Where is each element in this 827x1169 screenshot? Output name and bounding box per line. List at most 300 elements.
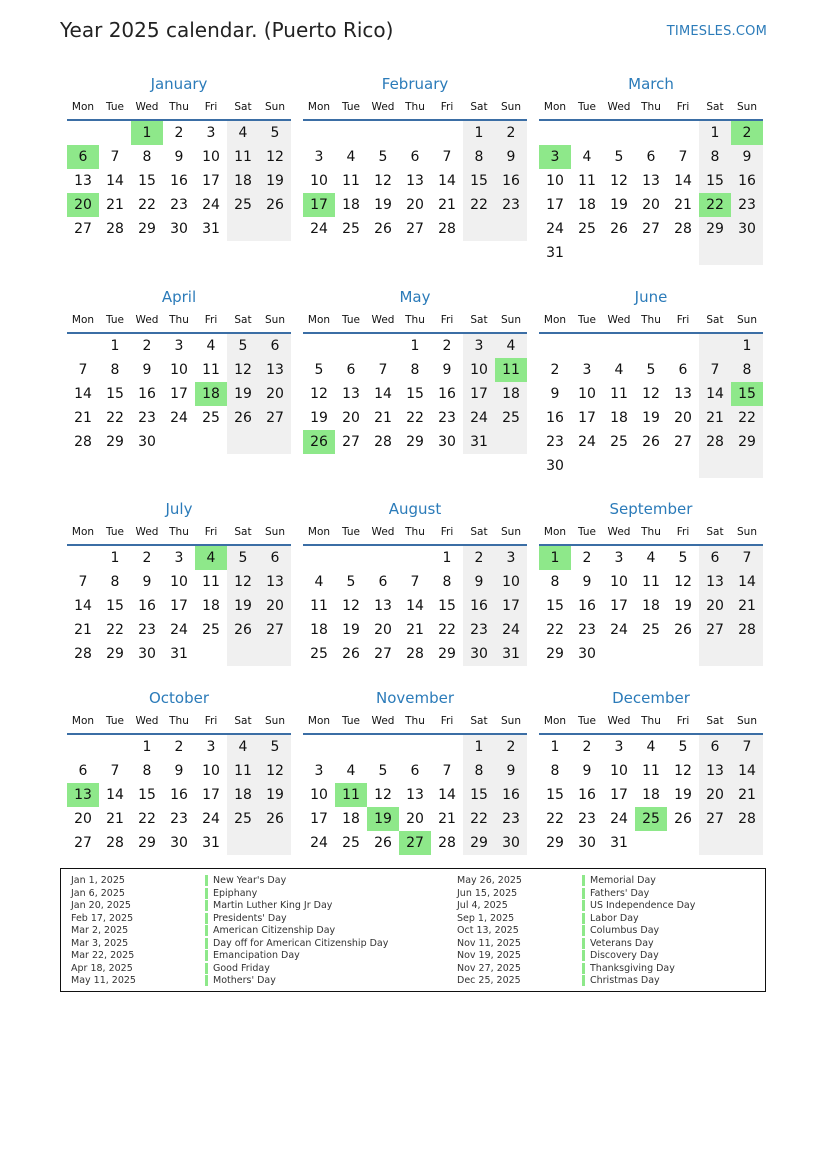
empty-cell	[335, 546, 367, 570]
days-grid	[303, 546, 527, 666]
day-cell: 26	[259, 807, 291, 831]
day-cell: 8	[142, 763, 152, 779]
weekday-label: Sat	[470, 526, 488, 538]
day-cell: 18	[642, 598, 660, 614]
weekday-label: Mon	[71, 101, 95, 113]
legend-holiday-name: Thanksgiving Day	[582, 963, 675, 974]
empty-cell	[67, 121, 99, 145]
day-cell: 3	[582, 362, 592, 378]
day-cell: 16	[495, 783, 527, 807]
day-cell: 23	[138, 410, 156, 426]
day-cell: 7	[110, 149, 120, 165]
legend-name-row	[205, 925, 388, 938]
empty-cell	[227, 831, 259, 855]
day-cell: 11	[610, 386, 628, 402]
empty-cell	[699, 642, 731, 666]
day-cell: 25	[227, 193, 259, 217]
day-cell: 17	[495, 594, 527, 618]
legend-holiday-name: Columbus Day	[582, 925, 659, 936]
empty-cell	[399, 121, 431, 145]
legend-date: Mar 22, 2025	[71, 950, 135, 961]
day-cell: 9	[495, 145, 527, 169]
day-cell: 14	[731, 570, 763, 594]
day-cell: 4	[314, 574, 324, 590]
weekday-label: Thu	[641, 715, 661, 727]
day-cell: 11	[202, 574, 220, 590]
weekday-header	[303, 95, 527, 121]
holiday-day-cell: 11	[335, 783, 367, 807]
legend-name-row	[582, 950, 695, 963]
day-cell: 12	[374, 787, 392, 803]
day-cell: 30	[463, 642, 495, 666]
month-name: June	[634, 288, 668, 306]
empty-cell	[399, 735, 431, 759]
day-cell: 19	[227, 594, 259, 618]
day-cell: 22	[463, 193, 495, 217]
weekday-label: Mon	[543, 101, 567, 113]
legend-names-column-1	[205, 875, 388, 988]
day-cell: 23	[578, 811, 596, 827]
day-cell: 19	[674, 787, 692, 803]
month-name: October	[148, 689, 210, 707]
month-name: May	[399, 288, 431, 306]
empty-cell	[571, 121, 603, 145]
day-cell: 8	[699, 145, 731, 169]
legend-name-row	[205, 900, 388, 913]
day-cell: 28	[374, 434, 392, 450]
day-cell: 5	[314, 362, 324, 378]
day-cell: 24	[170, 410, 188, 426]
day-cell: 13	[642, 173, 660, 189]
weekday-header	[539, 95, 763, 121]
empty-cell	[67, 735, 99, 759]
day-cell: 19	[610, 197, 628, 213]
day-cell: 27	[406, 221, 424, 237]
empty-cell	[731, 241, 763, 265]
day-cell: 1	[731, 334, 763, 358]
day-cell: 23	[495, 193, 527, 217]
weekday-label: Sun	[265, 314, 285, 326]
day-cell: 29	[106, 646, 124, 662]
day-cell: 22	[138, 197, 156, 213]
day-cell: 29	[138, 221, 156, 237]
weekday-label: Wed	[135, 526, 159, 538]
day-cell: 5	[227, 334, 259, 358]
day-cell: 25	[202, 622, 220, 638]
weekday-label: Sat	[706, 715, 724, 727]
day-cell: 19	[342, 622, 360, 638]
day-cell: 23	[578, 622, 596, 638]
day-cell: 29	[406, 434, 424, 450]
day-cell: 30	[731, 217, 763, 241]
legend-name-row	[582, 938, 695, 951]
day-cell: 18	[227, 783, 259, 807]
weekday-label: Tue	[342, 715, 360, 727]
empty-cell	[227, 430, 259, 454]
day-cell: 6	[699, 546, 731, 570]
legend-date: May 26, 2025	[457, 875, 522, 886]
weekday-label: Sat	[234, 715, 252, 727]
day-cell: 14	[74, 598, 92, 614]
legend-date: Jul 4, 2025	[457, 900, 508, 911]
empty-cell	[303, 121, 335, 145]
day-cell: 3	[314, 763, 324, 779]
holiday-day-cell: 20	[67, 193, 99, 217]
day-cell: 18	[202, 598, 220, 614]
weekday-label: Thu	[169, 715, 189, 727]
day-cell: 2	[495, 735, 527, 759]
weekday-label: Thu	[641, 314, 661, 326]
day-cell: 21	[374, 410, 392, 426]
day-cell: 24	[578, 434, 596, 450]
day-cell: 7	[442, 149, 452, 165]
empty-cell	[635, 334, 667, 358]
day-cell: 9	[495, 759, 527, 783]
empty-cell	[635, 454, 667, 478]
weekday-label: Tue	[578, 314, 596, 326]
empty-cell	[335, 735, 367, 759]
legend-name-row	[205, 913, 388, 926]
day-cell: 15	[546, 598, 564, 614]
weekday-label: Sun	[501, 101, 521, 113]
site-link[interactable]: TIMESLES.COM	[666, 24, 767, 39]
day-cell: 14	[406, 598, 424, 614]
day-cell: 30	[438, 434, 456, 450]
day-cell: 16	[170, 173, 188, 189]
day-cell: 5	[259, 735, 291, 759]
day-cell: 26	[610, 221, 628, 237]
day-cell: 23	[546, 434, 564, 450]
empty-cell	[163, 430, 195, 454]
day-cell: 6	[378, 574, 388, 590]
day-cell: 17	[578, 410, 596, 426]
day-cell: 10	[463, 358, 495, 382]
day-cell: 25	[342, 221, 360, 237]
day-cell: 5	[378, 149, 388, 165]
day-cell: 27	[342, 434, 360, 450]
empty-cell	[335, 121, 367, 145]
day-cell: 14	[74, 386, 92, 402]
day-cell: 30	[138, 434, 156, 450]
day-cell: 27	[74, 221, 92, 237]
weekday-label: Fri	[676, 715, 690, 727]
day-cell: 15	[106, 386, 124, 402]
day-cell: 27	[259, 406, 291, 430]
days-grid	[539, 546, 763, 666]
weekday-label: Tue	[342, 526, 360, 538]
legend-name-row	[205, 975, 388, 988]
day-cell: 13	[699, 759, 731, 783]
day-cell: 5	[378, 763, 388, 779]
empty-cell	[699, 334, 731, 358]
day-cell: 25	[202, 410, 220, 426]
day-cell: 2	[174, 739, 184, 755]
day-cell: 20	[674, 410, 692, 426]
day-cell: 28	[731, 618, 763, 642]
holiday-day-cell: 22	[699, 193, 731, 217]
day-cell: 18	[342, 811, 360, 827]
day-cell: 21	[438, 197, 456, 213]
day-cell: 9	[550, 386, 560, 402]
day-cell: 31	[495, 642, 527, 666]
weekday-label: Sun	[737, 715, 757, 727]
day-cell: 24	[546, 221, 564, 237]
day-cell: 14	[699, 382, 731, 406]
day-cell: 1	[463, 735, 495, 759]
day-cell: 8	[142, 149, 152, 165]
day-cell: 19	[227, 382, 259, 406]
day-cell: 16	[731, 169, 763, 193]
day-cell: 10	[610, 574, 628, 590]
day-cell: 21	[731, 783, 763, 807]
weekday-label: Sat	[470, 314, 488, 326]
day-cell: 3	[314, 149, 324, 165]
day-cell: 6	[646, 149, 656, 165]
legend-dates-column-2	[457, 875, 522, 988]
legend-date: Apr 18, 2025	[71, 962, 133, 974]
weekday-label: Mon	[71, 314, 95, 326]
weekday-label: Sat	[470, 101, 488, 113]
empty-cell	[635, 241, 667, 265]
day-cell: 26	[642, 434, 660, 450]
weekday-label: Fri	[440, 101, 454, 113]
day-cell: 20	[406, 811, 424, 827]
day-cell: 29	[699, 217, 731, 241]
legend-holiday-name: Good Friday	[205, 963, 270, 974]
empty-cell	[667, 241, 699, 265]
empty-cell	[367, 334, 399, 358]
day-cell: 18	[495, 382, 527, 406]
day-cell: 31	[463, 430, 495, 454]
weekday-header	[539, 520, 763, 546]
empty-cell	[667, 334, 699, 358]
weekday-label: Fri	[676, 101, 690, 113]
day-cell: 17	[463, 382, 495, 406]
day-cell: 28	[106, 835, 124, 851]
legend-date: Jun 15, 2025	[457, 887, 518, 899]
day-cell: 9	[174, 763, 184, 779]
weekday-label: Sun	[265, 101, 285, 113]
day-cell: 28	[74, 434, 92, 450]
empty-cell	[195, 430, 227, 454]
day-cell: 7	[731, 735, 763, 759]
weekday-header	[67, 95, 291, 121]
empty-cell	[67, 334, 99, 358]
day-cell: 7	[110, 763, 120, 779]
empty-cell	[699, 454, 731, 478]
legend-holiday-name: Day off for American Citizenship Day	[205, 938, 388, 949]
day-cell: 22	[731, 406, 763, 430]
day-cell: 11	[642, 574, 660, 590]
day-cell: 9	[582, 763, 592, 779]
day-cell: 15	[546, 787, 564, 803]
day-cell: 25	[610, 434, 628, 450]
day-cell: 29	[106, 434, 124, 450]
empty-cell	[259, 831, 291, 855]
weekday-label: Fri	[204, 101, 218, 113]
day-cell: 2	[495, 121, 527, 145]
day-cell: 6	[259, 546, 291, 570]
holiday-legend	[60, 868, 766, 992]
day-cell: 13	[259, 570, 291, 594]
page-title: Year 2025 calendar. (Puerto Rico)	[60, 18, 394, 42]
day-cell: 5	[678, 550, 688, 566]
day-cell: 17	[610, 787, 628, 803]
empty-cell	[731, 454, 763, 478]
holiday-day-cell: 15	[731, 382, 763, 406]
empty-cell	[667, 121, 699, 145]
day-cell: 29	[731, 430, 763, 454]
day-cell: 3	[463, 334, 495, 358]
legend-name-row	[205, 938, 388, 951]
day-cell: 24	[202, 197, 220, 213]
day-cell: 10	[310, 787, 328, 803]
empty-cell	[667, 454, 699, 478]
day-cell: 21	[406, 622, 424, 638]
legend-name-row	[582, 888, 695, 901]
day-cell: 10	[546, 173, 564, 189]
weekday-label: Sat	[470, 715, 488, 727]
day-cell: 1	[550, 739, 560, 755]
day-cell: 27	[259, 618, 291, 642]
day-cell: 25	[642, 622, 660, 638]
days-grid	[539, 334, 763, 478]
day-cell: 28	[699, 430, 731, 454]
legend-names-column-2	[582, 875, 695, 988]
day-cell: 5	[227, 546, 259, 570]
month-november	[303, 687, 527, 855]
day-cell: 11	[342, 173, 360, 189]
day-cell: 22	[138, 811, 156, 827]
legend-holiday-name: American Citizenship Day	[205, 925, 335, 936]
empty-cell	[335, 334, 367, 358]
weekday-label: Fri	[440, 314, 454, 326]
legend-name-row	[582, 925, 695, 938]
weekday-label: Thu	[641, 526, 661, 538]
day-cell: 8	[463, 145, 495, 169]
day-cell: 13	[674, 386, 692, 402]
day-cell: 3	[206, 739, 216, 755]
day-cell: 3	[495, 546, 527, 570]
day-cell: 4	[582, 149, 592, 165]
day-cell: 16	[546, 410, 564, 426]
month-name: July	[165, 500, 193, 518]
day-cell: 3	[174, 550, 184, 566]
day-cell: 1	[110, 550, 120, 566]
day-cell: 6	[410, 763, 420, 779]
day-cell: 18	[227, 169, 259, 193]
day-cell: 6	[678, 362, 688, 378]
weekday-label: Wed	[135, 101, 159, 113]
day-cell: 4	[614, 362, 624, 378]
day-cell: 26	[674, 811, 692, 827]
day-cell: 1	[142, 739, 152, 755]
weekday-label: Sat	[706, 101, 724, 113]
empty-cell	[495, 217, 527, 241]
day-cell: 13	[342, 386, 360, 402]
day-cell: 23	[138, 622, 156, 638]
day-cell: 21	[438, 811, 456, 827]
day-cell: 7	[410, 574, 420, 590]
weekday-label: Tue	[342, 101, 360, 113]
legend-date: May 11, 2025	[71, 975, 136, 986]
day-cell: 10	[202, 149, 220, 165]
day-cell: 10	[578, 386, 596, 402]
day-cell: 12	[259, 145, 291, 169]
weekday-label: Mon	[543, 715, 567, 727]
weekday-header	[303, 709, 527, 735]
legend-holiday-name: Epiphany	[205, 888, 257, 899]
weekday-header	[67, 308, 291, 334]
day-cell: 24	[310, 835, 328, 851]
day-cell: 24	[170, 622, 188, 638]
day-cell: 21	[731, 594, 763, 618]
empty-cell	[635, 642, 667, 666]
day-cell: 22	[463, 807, 495, 831]
day-cell: 24	[610, 622, 628, 638]
days-grid	[539, 121, 763, 265]
weekday-label: Sat	[706, 526, 724, 538]
weekday-label: Thu	[405, 715, 425, 727]
legend-date: Dec 25, 2025	[457, 975, 521, 986]
day-cell: 18	[578, 197, 596, 213]
day-cell: 20	[374, 622, 392, 638]
legend-holiday-name: Presidents' Day	[205, 913, 287, 924]
days-grid	[303, 121, 527, 241]
day-cell: 22	[546, 622, 564, 638]
legend-date: Feb 17, 2025	[71, 912, 134, 924]
day-cell: 4	[227, 121, 259, 145]
day-cell: 7	[731, 546, 763, 570]
day-cell: 12	[227, 570, 259, 594]
month-name: April	[161, 288, 197, 306]
legend-holiday-name: Veterans Day	[582, 938, 654, 949]
day-cell: 2	[142, 550, 152, 566]
day-cell: 17	[610, 598, 628, 614]
weekday-label: Fri	[204, 526, 218, 538]
day-cell: 16	[438, 386, 456, 402]
day-cell: 16	[495, 169, 527, 193]
days-grid	[67, 334, 291, 454]
day-cell: 6	[78, 763, 88, 779]
day-cell: 4	[346, 149, 356, 165]
day-cell: 28	[74, 646, 92, 662]
weekday-label: Sun	[501, 314, 521, 326]
legend-holiday-name: Mothers' Day	[205, 975, 276, 986]
day-cell: 24	[610, 811, 628, 827]
weekday-label: Fri	[440, 526, 454, 538]
day-cell: 20	[406, 197, 424, 213]
empty-cell	[571, 241, 603, 265]
day-cell: 7	[378, 362, 388, 378]
weekday-header	[539, 308, 763, 334]
legend-holiday-name: Labor Day	[582, 913, 639, 924]
day-cell: 1	[442, 550, 452, 566]
weekday-label: Tue	[106, 526, 124, 538]
day-cell: 9	[442, 362, 452, 378]
day-cell: 31	[202, 221, 220, 237]
day-cell: 21	[674, 197, 692, 213]
day-cell: 22	[438, 622, 456, 638]
day-cell: 3	[614, 550, 624, 566]
day-cell: 19	[259, 783, 291, 807]
holiday-day-cell: 27	[399, 831, 431, 855]
holiday-day-cell: 26	[303, 430, 335, 454]
day-cell: 18	[610, 410, 628, 426]
day-cell: 27	[699, 807, 731, 831]
day-cell: 10	[170, 362, 188, 378]
day-cell: 30	[578, 646, 596, 662]
